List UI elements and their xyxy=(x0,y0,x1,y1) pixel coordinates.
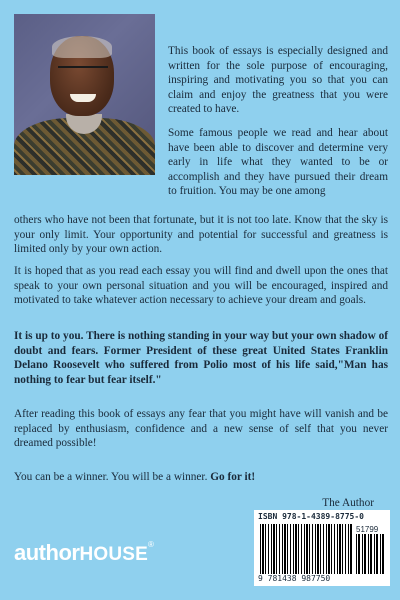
logo-house: HOUSE xyxy=(79,544,149,565)
photo-glasses xyxy=(58,66,108,78)
barcode-bars xyxy=(260,524,352,574)
price-barcode-bars xyxy=(356,534,386,574)
intro-paragraph: This book of essays is especially designed and written for the sole purpose of encouraging, inspiring and motivating you so that you can claim and enjoy the greatness that you were created to have. xyxy=(168,45,388,116)
winner-paragraph xyxy=(14,470,388,485)
isbn-barcode xyxy=(254,510,390,586)
quote-paragraph: It is up to you. There is nothing standing in your way but your own shadow of doubt and fears. Former President of these great United States Franklin Delano Roosevelt who suffered from Polio most of his life said,"Man has nothing to fear but fear itself." xyxy=(14,330,388,386)
famous-people-paragraph-cont: others who have not been that fortunate, but it is not too late. Know that the sky is your only limit. Your opportunity and potential for successful and greatness is limited only by your own action. xyxy=(14,214,388,256)
author-signature: The Author xyxy=(322,497,374,509)
price-code: 51799 xyxy=(356,525,379,534)
go-for-it-text: Go for it! xyxy=(210,471,256,483)
photo-hair xyxy=(52,36,112,58)
after-reading-paragraph: After reading this book of essays any fear that you might have will vanish and be replaced by enthusiasm, confidence and a new sense of self that you never dreamed possible! xyxy=(14,408,388,450)
publisher-logo xyxy=(14,540,153,566)
isbn-text: ISBN 978-1-4389-8775-0 xyxy=(258,512,364,521)
logo-registered: ® xyxy=(148,540,154,549)
author-photo xyxy=(14,14,155,175)
winner-text: You can be a winner. You will be a winner. xyxy=(14,471,211,483)
photo-smile xyxy=(70,94,96,102)
famous-people-paragraph: Some famous people we read and hear about have been able to discover and determine very early in life what they wanted to be or accomplish and they have pursued their dream to fruition. You may be one among xyxy=(168,127,388,198)
hope-paragraph: It is hoped that as you read each essay you will find and dwell upon the ones that speak to your own personal situation and you will be encouraged, inspired and motivated to take whatever action necessary to achieve your dream and goals. xyxy=(14,265,388,307)
logo-author: author xyxy=(14,540,80,565)
barcode-digits: 9 781438 987750 xyxy=(258,574,331,583)
